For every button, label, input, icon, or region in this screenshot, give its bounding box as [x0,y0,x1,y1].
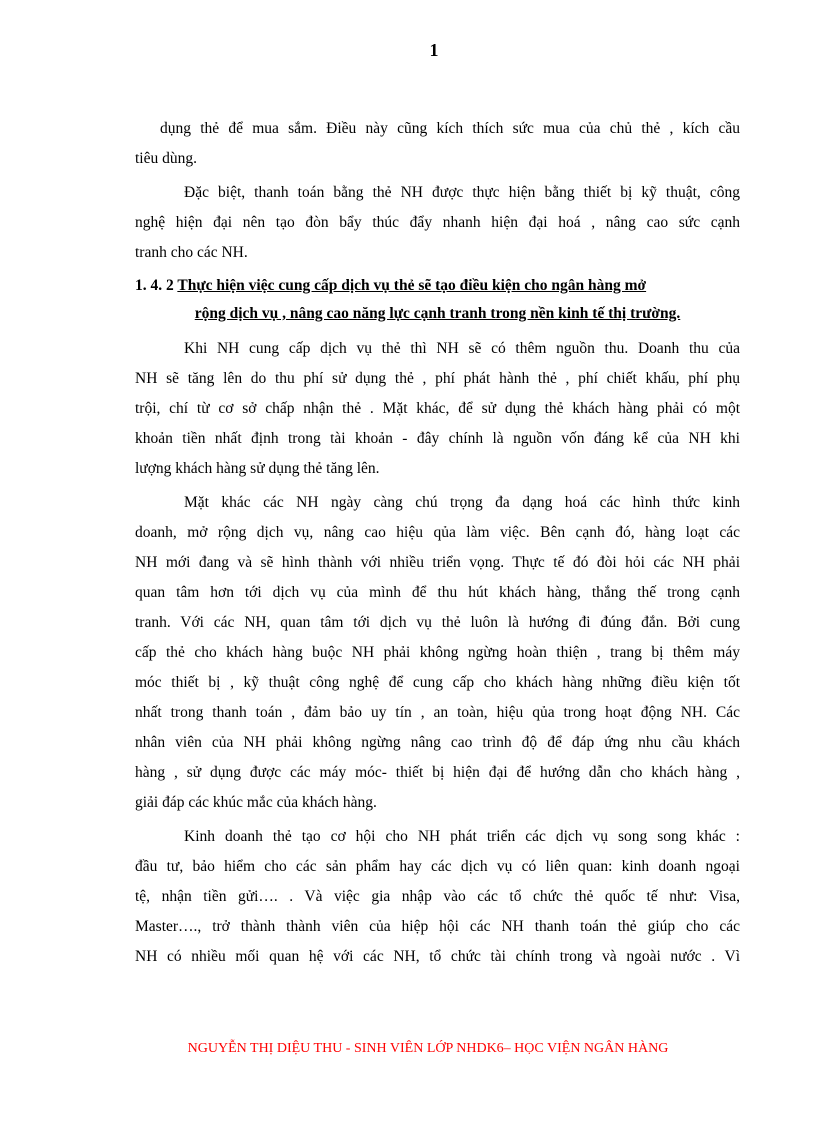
paragraph-line: tệ, nhận tiền gửi…. . Và việc gia nhập vào các tổ chức thẻ quốc tế như: Visa, [135,888,740,905]
paragraph-line: Kinh doanh thẻ tạo cơ hội cho NH phát triển các dịch vụ song song khác : [184,828,740,845]
paragraph-line: quan tâm hơn tới dịch vụ của mình để thu hút khách hàng, thắng thế trong cạnh [135,584,740,601]
paragraph-line: móc thiết bị , kỹ thuật công nghệ để cung cấp cho khách hàng những điều kiện tốt [135,674,740,691]
paragraph-line: tranh. Với các NH, quan tâm tới dịch vụ thẻ luôn là hướng đi đúng đắn. Bởi cung [135,614,740,631]
paragraph-line: Mặt khác các NH ngày càng chú trọng đa dạng hoá các hình thức kinh [184,494,740,511]
paragraph-4 [135,488,740,818]
paragraph-line: hàng , sử dụng được các máy móc- thiết bị hiện đại để hướng dẫn cho khách hàng , [135,764,740,781]
paragraph-line: khoản tiền nhất định trong tài khoản - đây chính là nguồn vốn đáng kể của NH khi [135,430,740,447]
paragraph-5 [135,822,740,972]
section-number: 1. 4. 2 [135,277,174,294]
paragraph-line: NH mới đang và sẽ hình thành với nhiều triển vọng. Thực tế đó đòi hỏi các NH phải [135,554,740,571]
paragraph-line: nghệ hiện đại nên tạo đòn bẩy thúc đẩy nhanh hiện đại hoá , nâng cao sức cạnh [135,214,740,231]
paragraph-line: Đặc biệt, thanh toán bằng thẻ NH được thực hiện bằng thiết bị kỹ thuật, công [184,184,740,201]
paragraph-line: nhân viên của NH phải không ngừng nâng cao trình độ để đáp ứng nhu cầu khách [135,734,740,751]
paragraph-line: nhất trong thanh toán , đảm bảo uy tín , an toàn, hiệu qủa trong hoạt động NH. Các [135,704,740,721]
paragraph-line: đầu tư, bảo hiểm cho các sản phẩm hay các dịch vụ có liên quan: kinh doanh ngoại [135,858,740,875]
paragraph-line: NH có nhiều mối quan hệ với các NH, tổ chức tài chính trong và ngoài nước . Vì [135,948,740,965]
paragraph-3 [135,334,740,484]
paragraph-line: trội, chí từ cơ sở chấp nhận thẻ . Mặt khác, để sử dụng thẻ khách hàng phải có một [135,400,740,417]
paragraph-1 [135,114,740,174]
paragraph-line: doanh, mở rộng dịch vụ, nâng cao hiệu qủa làm việc. Bên cạnh đó, hàng loạt các [135,524,740,541]
paragraph-line: lượng khách hàng sử dụng thẻ tăng lên. [135,460,380,477]
document-body [135,114,740,972]
paragraph-line: Master…., trở thành thành viên của hiệp hội các NH thanh toán thẻ giúp cho các [135,918,740,935]
paragraph-line: giải đáp các khúc mắc của khách hàng. [135,794,377,811]
paragraph-line: tiêu dùng. [135,150,197,167]
paragraph-line: Khi NH cung cấp dịch vụ thẻ thì NH sẽ có thêm nguồn thu. Doanh thu của [184,340,740,357]
section-title-line-1: Thực hiện việc cung cấp dịch vụ thẻ sẽ tạo điều kiện cho ngân hàng mở [177,277,647,294]
page-footer: NGUYỄN THỊ DIỆU THU - SINH VIÊN LỚP NHDK6– HỌC VIỆN NGÂN HÀNG [187,1041,669,1056]
page-number: 1 [429,40,439,60]
paragraph-line: cấp thẻ cho khách hàng buộc NH phải không ngừng hoàn thiện , trang bị thêm máy [135,644,740,661]
section-heading [135,272,740,328]
paragraph-line: dụng thẻ để mua sắm. Điều này cũng kích thích sức mua của chủ thẻ , kích cầu [160,120,740,137]
paragraph-2 [135,178,740,268]
section-title-line-2: rộng dịch vụ , nâng cao năng lực cạnh tranh trong nền kinh tế thị trường. [194,305,681,322]
paragraph-line: tranh cho các NH. [135,244,248,261]
paragraph-line: NH sẽ tăng lên do thu phí sử dụng thẻ , phí phát hành thẻ , phí chiết khấu, phí phụ [135,370,740,387]
